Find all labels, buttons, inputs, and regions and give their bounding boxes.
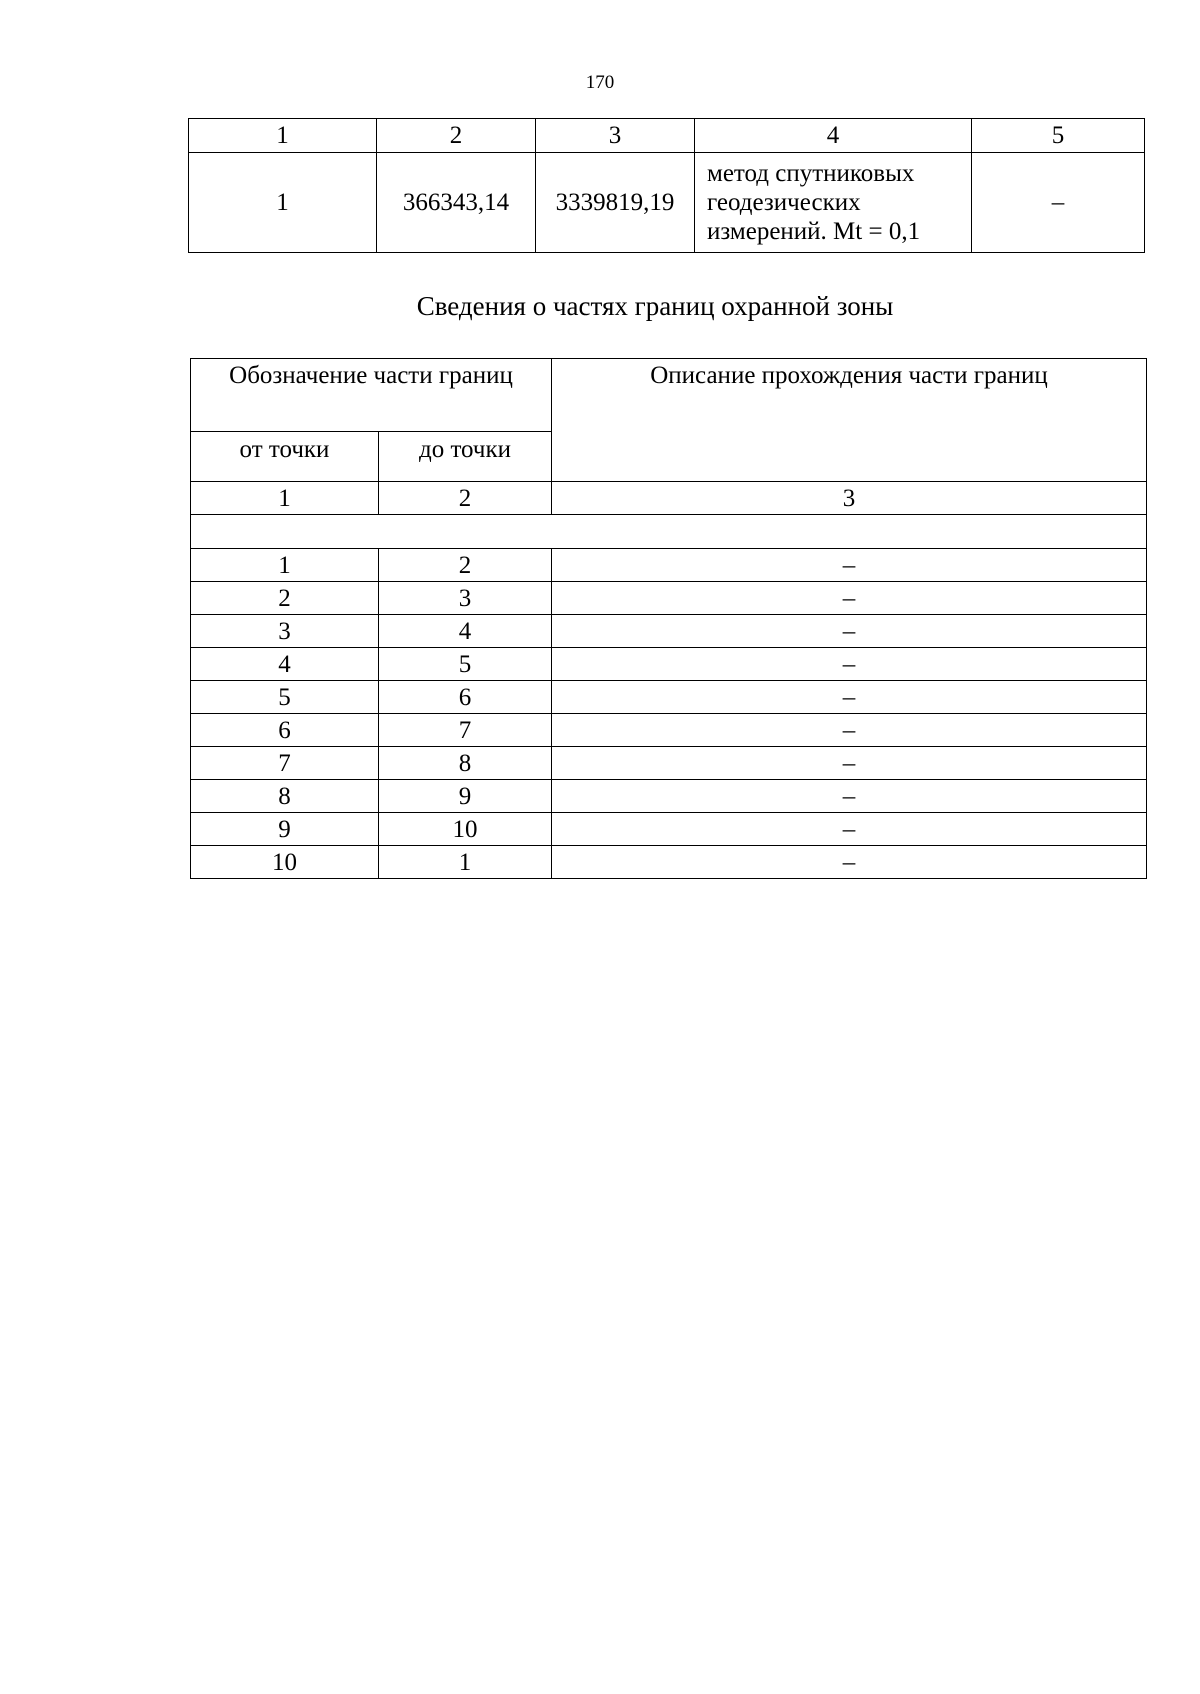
table-row — [191, 813, 1147, 846]
table-row — [191, 615, 1147, 648]
part-description: – — [552, 714, 1147, 747]
column-number: 5 — [972, 119, 1145, 153]
table-row — [191, 582, 1147, 615]
column-numbers-row — [191, 482, 1147, 515]
to-point: 7 — [379, 714, 552, 747]
method-line: геодезических — [707, 189, 861, 216]
from-point: 6 — [191, 714, 379, 747]
to-point: 3 — [379, 582, 552, 615]
to-point: 10 — [379, 813, 552, 846]
part-description: – — [552, 813, 1147, 846]
part-description: – — [552, 846, 1147, 879]
from-point: 3 — [191, 615, 379, 648]
from-point: 8 — [191, 780, 379, 813]
table-row — [191, 780, 1147, 813]
table-row — [191, 846, 1147, 879]
header-from-point: от точки — [191, 432, 379, 482]
part-description: – — [552, 747, 1147, 780]
page-number: 170 — [585, 72, 615, 93]
column-number: 1 — [191, 482, 379, 515]
method-line: измерений. Mt = 0,1 — [707, 218, 921, 245]
to-point: 8 — [379, 747, 552, 780]
column-number: 3 — [536, 119, 695, 153]
part-description: – — [552, 615, 1147, 648]
from-point: 10 — [191, 846, 379, 879]
to-point: 6 — [379, 681, 552, 714]
table-row — [191, 714, 1147, 747]
method-line: метод спутниковых — [707, 160, 915, 187]
table-header-row — [191, 359, 1147, 432]
column-number: 2 — [379, 482, 552, 515]
header-designation: Обозначение части границ — [191, 359, 552, 432]
part-description: – — [552, 582, 1147, 615]
from-point: 7 — [191, 747, 379, 780]
header-description: Описание прохождения части границ — [552, 359, 1147, 482]
part-description: – — [552, 648, 1147, 681]
point-number: 1 — [189, 153, 377, 253]
part-description: – — [552, 780, 1147, 813]
header-to-point: до точки — [379, 432, 552, 482]
column-number: 3 — [552, 482, 1147, 515]
table-row — [191, 747, 1147, 780]
boundary-parts-table — [190, 358, 1147, 879]
from-point: 5 — [191, 681, 379, 714]
column-number: 4 — [695, 119, 972, 153]
part-description: – — [552, 681, 1147, 714]
to-point: 2 — [379, 549, 552, 582]
section-title: Сведения о частях границ охранной зоны — [416, 291, 894, 321]
table-row — [191, 681, 1147, 714]
from-point: 4 — [191, 648, 379, 681]
table-row — [191, 648, 1147, 681]
from-point: 9 — [191, 813, 379, 846]
empty-row — [191, 515, 1147, 549]
to-point: 4 — [379, 615, 552, 648]
table-header-row — [189, 119, 1145, 153]
coordinates-table — [188, 118, 1145, 253]
table-row — [191, 549, 1147, 582]
coordinate-y: 3339819,19 — [536, 153, 695, 253]
method-description — [695, 153, 972, 253]
empty-cell — [191, 515, 1147, 549]
from-point: 2 — [191, 582, 379, 615]
to-point: 1 — [379, 846, 552, 879]
note-cell: – — [972, 153, 1145, 253]
table-row — [189, 153, 1145, 253]
part-description: – — [552, 549, 1147, 582]
from-point: 1 — [191, 549, 379, 582]
to-point: 5 — [379, 648, 552, 681]
coordinate-x: 366343,14 — [377, 153, 536, 253]
column-number: 1 — [189, 119, 377, 153]
to-point: 9 — [379, 780, 552, 813]
column-number: 2 — [377, 119, 536, 153]
